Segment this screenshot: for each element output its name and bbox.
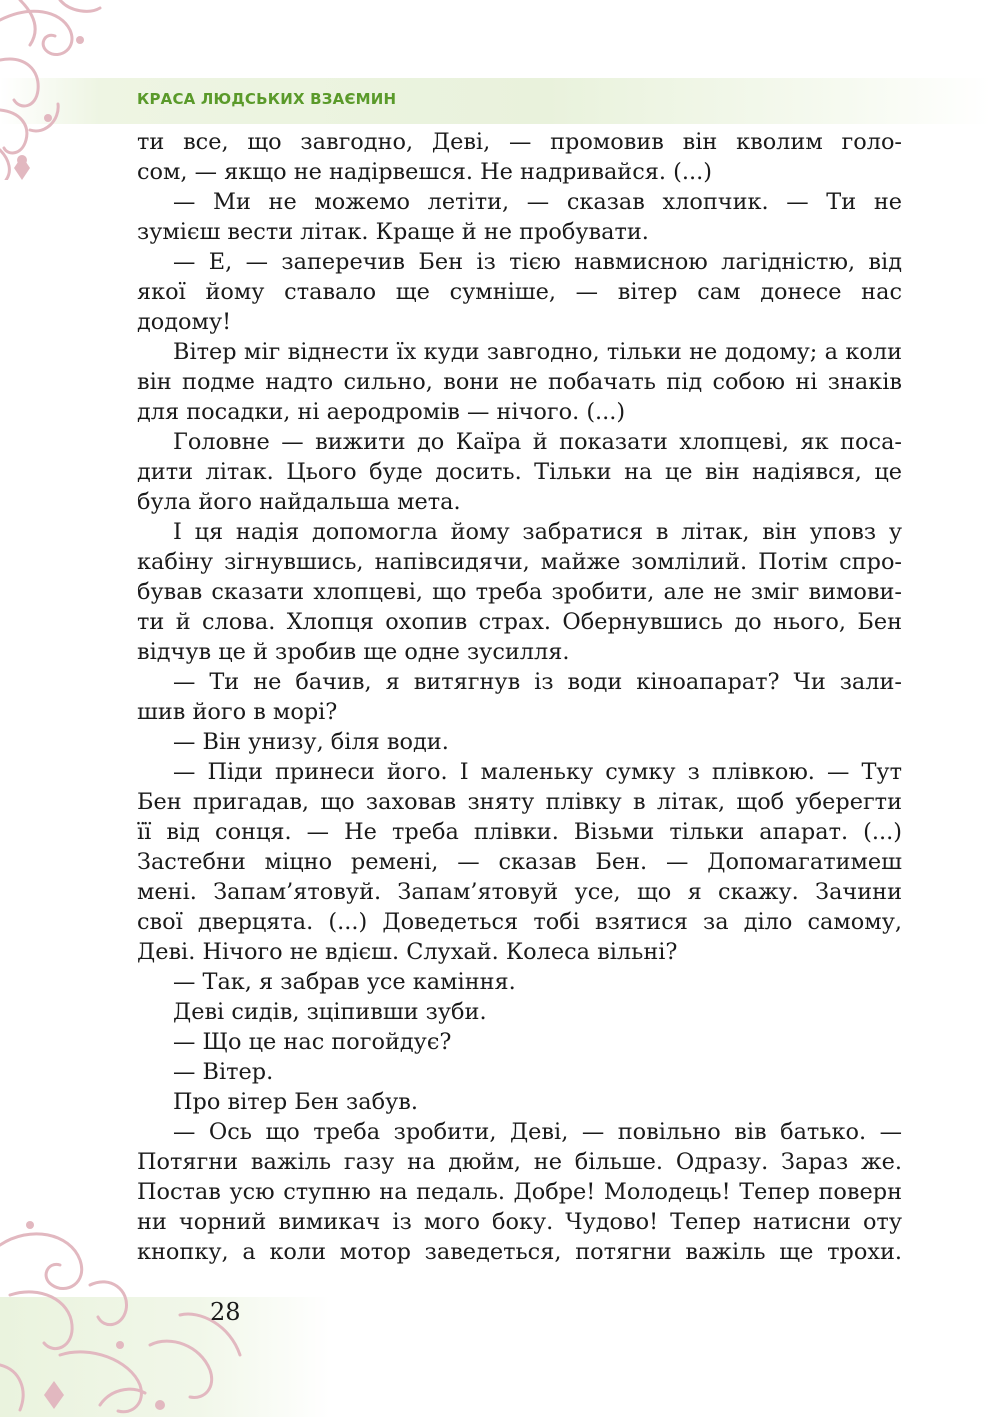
text-line: мені. Запам’ятовуй. Запам’ятовуй усе, що я скажу. Зачини [137,879,902,905]
text-line: — Так, я забрав усе каміння. [173,969,516,995]
text-line: кабіну зігнувшись, напівсидячи, майже зомлілий. Потім спро- [137,549,902,575]
text-line: Застебни міцно ремені, — сказав Бен. — Допомагатимеш [137,849,902,875]
text-line: Деві сидів, зціпивши зуби. [173,999,487,1025]
text-line: — Ми не можемо летіти, — сказав хлопчик. — Ти не [173,189,902,215]
text-line: для посадки, ні аеродромів — нічого. (...) [137,399,626,425]
text-line: бував сказати хлопцеві, що треба зробити, але не зміг вимови- [137,579,902,605]
text-line: якої йому ставало ще сумніше, — вітер сам донесе нас [137,279,902,305]
text-line: шив його в морі? [137,699,338,725]
body-text [137,127,902,1267]
text-line: — Ти не бачив, я витягнув із води кіноапарат? Чи зали- [173,669,902,695]
text-line: — Що це нас погойдує? [173,1029,452,1055]
text-line: її від сонця. — Не треба плівки. Візьми тільки апарат. (...) [137,819,902,845]
text-line: Деві. Нічого не вдієш. Слухай. Колеса вільні? [137,939,678,965]
ornament-top-icon [0,0,125,180]
text-line: — Він унизу, біля води. [173,729,449,755]
text-line: відчув це й зробив ще одне зусилля. [137,639,570,665]
text-line: — Піди принеси його. І маленьку сумку з плівкою. — Тут [173,759,902,785]
text-line: він подме надто сильно, вони не побачать під собою ні знаків [137,369,902,395]
text-line: дити літак. Цього буде досить. Тільки на це він надіявся, це [137,459,902,485]
text-line: сом, — якщо не надірвешся. Не надривайся. (...) [137,159,712,185]
text-line: — Ось що треба зробити, Деві, — повільно вів батько. — [173,1119,902,1145]
page-number: 28 [210,1298,241,1326]
text-line: Бен пригадав, що заховав зняту плівку в літак, щоб уберегти [137,789,902,815]
text-line: зумієш вести літак. Краще й не пробувати. [137,219,649,245]
text-line: Потягни важіль газу на дюйм, не більше. Одразу. Зараз же. [137,1149,902,1175]
text-line: додому! [137,309,232,335]
text-line: Головне — вижити до Каїра й показати хлопцеві, як поса- [173,429,902,455]
text-line: свої дверцята. (...) Доведеться тобі взятися за діло самому, [137,909,902,935]
text-line: — Вітер. [173,1059,274,1085]
text-line: І ця надія допомогла йому забратися в літак, він уповз у [173,519,902,545]
text-line: ти все, що завгодно, Деві, — промовив він кволим голо- [137,129,902,155]
text-line: ни чорний вимикач із мого боку. Чудово! Тепер натисни оту [137,1209,902,1235]
text-line: була його найдальша мета. [137,489,461,515]
text-line: ти й слова. Хлопця охопив страх. Обернувшись до нього, Бен [137,609,902,635]
text-line: Вітер міг віднести їх куди завгодно, тільки не додому; а коли [173,339,902,365]
text-line: — Е, — заперечив Бен із тією навмисною лагідністю, від [173,249,902,275]
text-line: Постав усю ступню на педаль. Добре! Молодець! Тепер поверн [137,1179,902,1205]
text-line: Про вітер Бен забув. [173,1089,418,1115]
text-line: кнопку, а коли мотор заведеться, потягни важіль ще трохи. [137,1239,902,1265]
section-title: КРАСА ЛЮДСЬКИХ ВЗАЄМИН [137,90,397,108]
